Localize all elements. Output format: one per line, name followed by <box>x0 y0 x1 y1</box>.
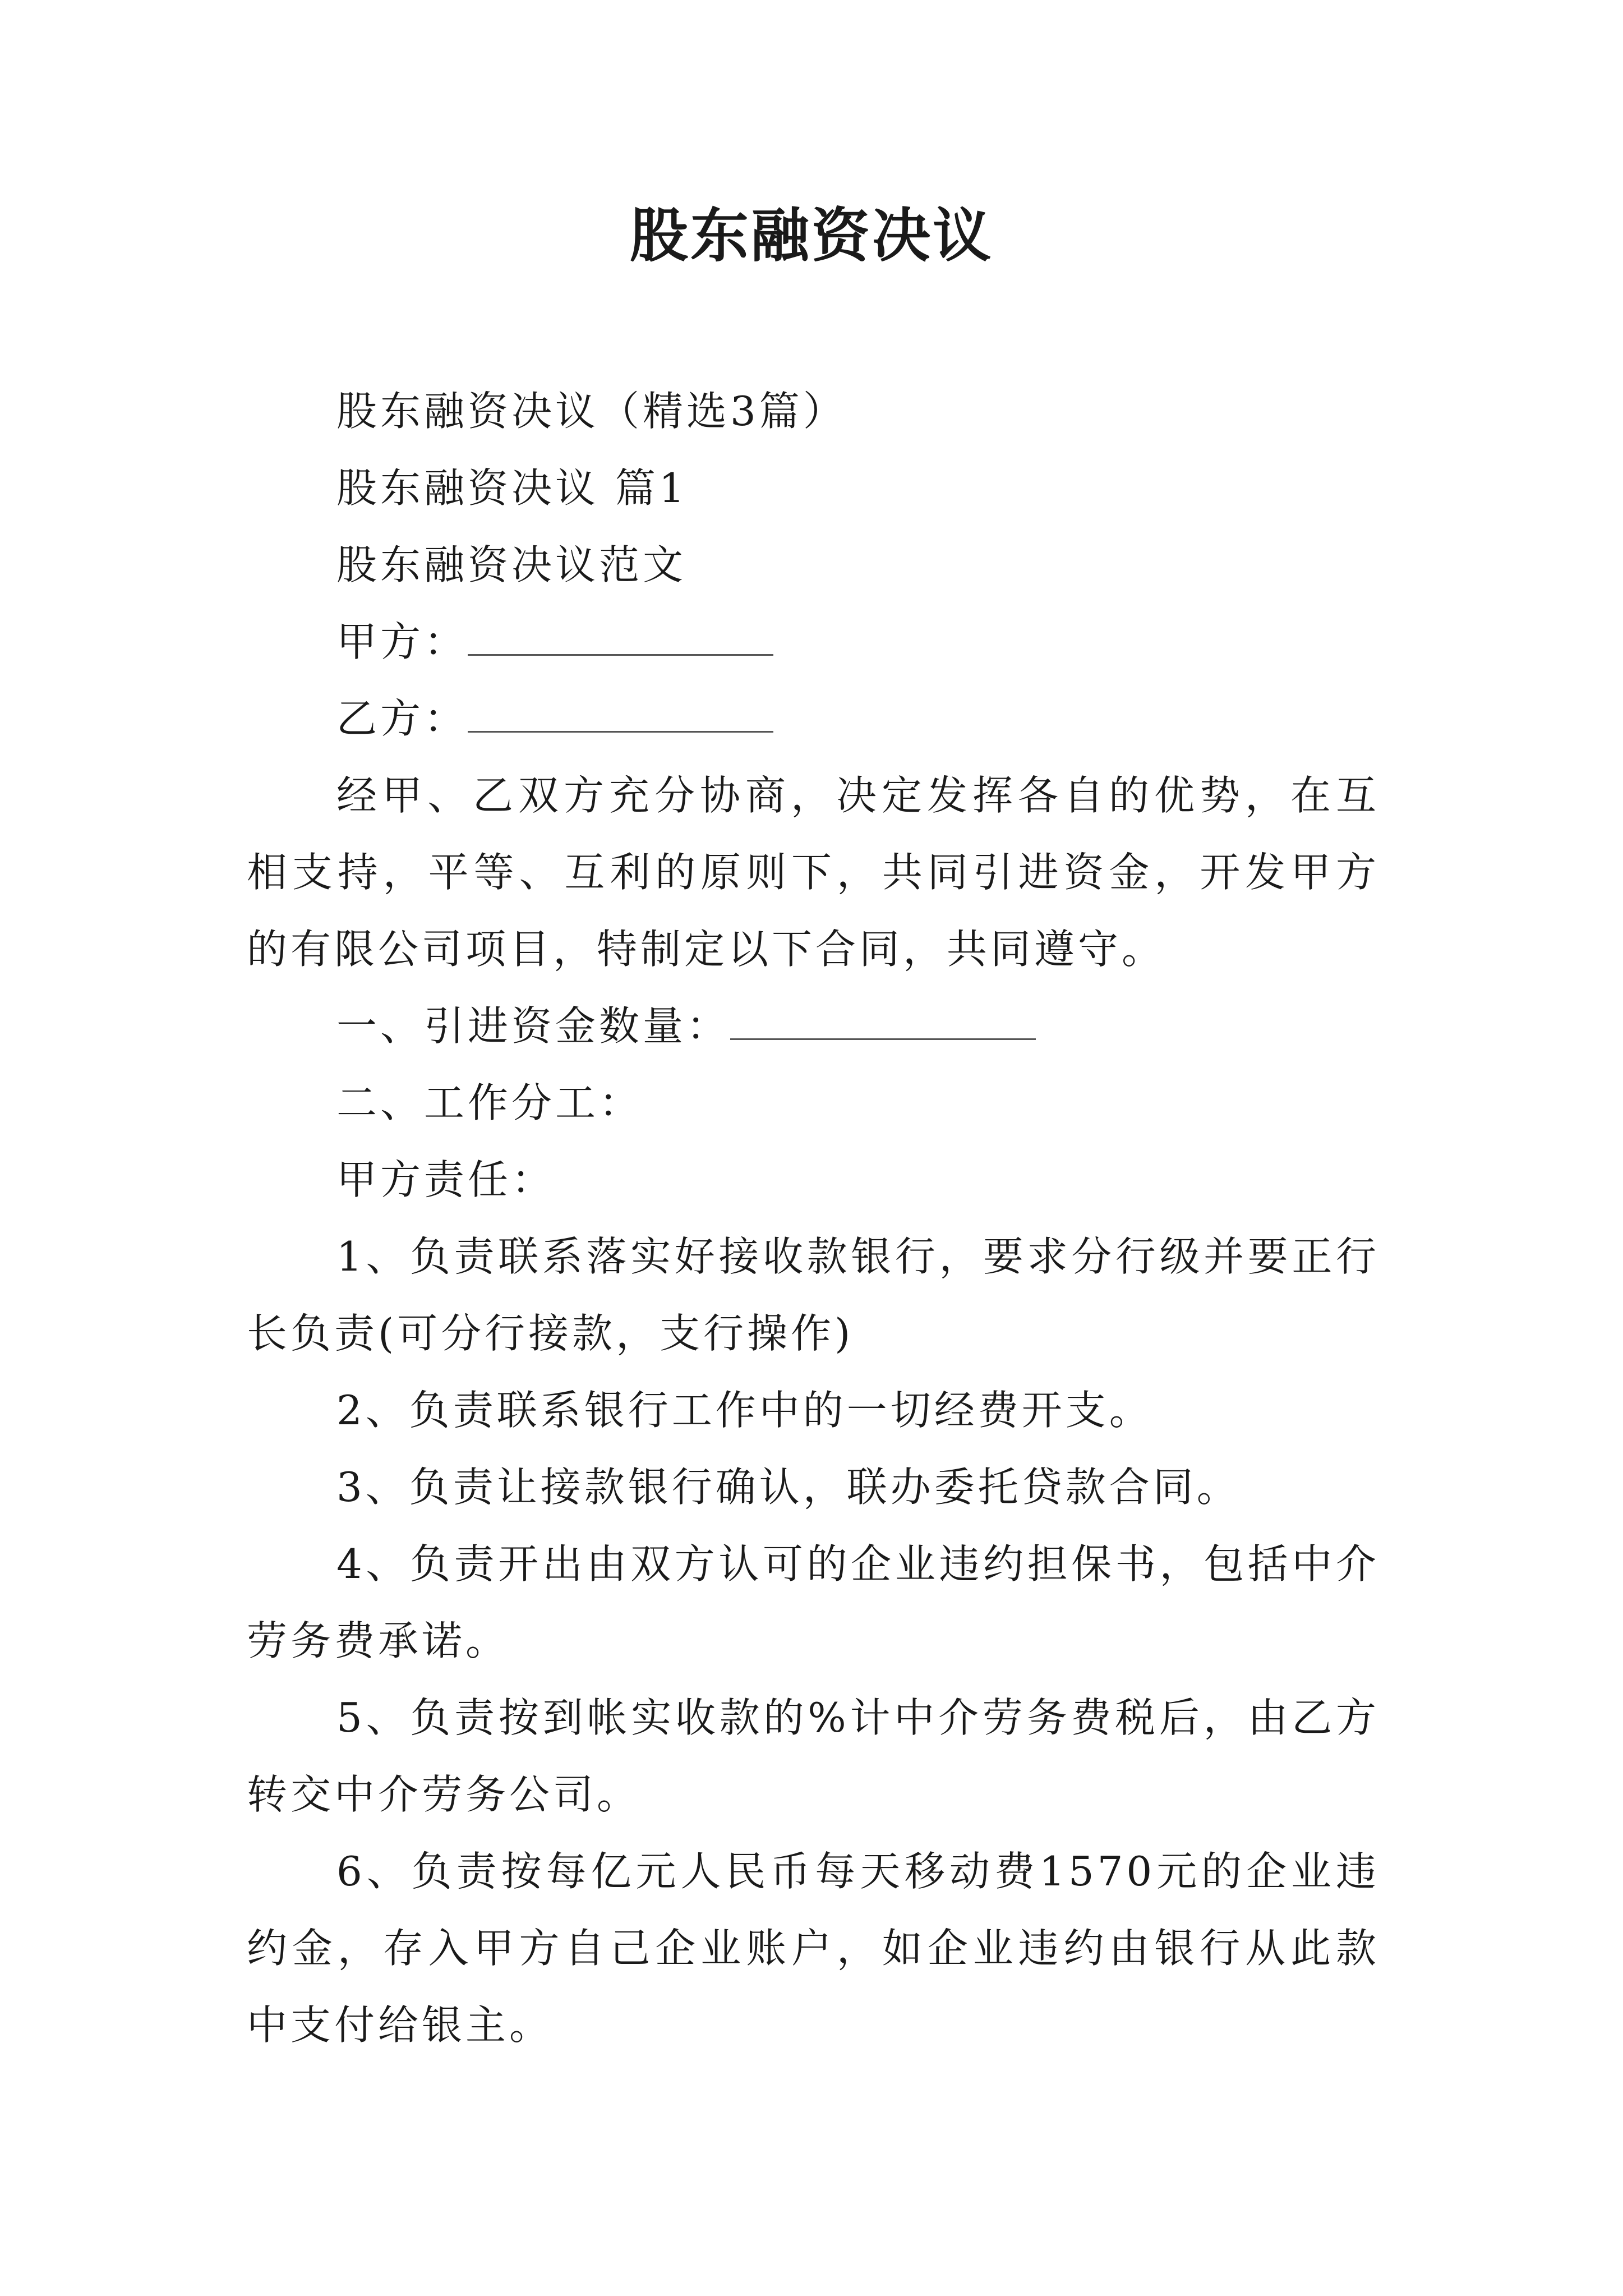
work-division-heading: 二、工作分工： <box>336 1079 643 1126</box>
party-a-duty-heading: 甲方责任： <box>336 1156 556 1203</box>
funding-amount-label: 一、引进资金数量： <box>336 1002 731 1050</box>
party-b-blank <box>468 725 773 733</box>
duty-item: 5、负责按到帐实收款的%计中介劳务费税后，由乙方转交中介劳务公司。 <box>247 1694 1380 1818</box>
duty-item: 2、负责联系银行工作中的一切经费开支。 <box>336 1387 1153 1434</box>
duty-item: 4、负责开出由双方认可的企业违约担保书，包括中介劳务费承诺。 <box>247 1540 1380 1664</box>
document-subtitle: 股东融资决议（精选3篇） <box>336 388 847 435</box>
document-type-label: 股东融资决议范文 <box>336 541 687 588</box>
duty-item: 1、负责联系落实好接收款银行，要求分行级并要正行长负责(可分行接款，支行操作) <box>247 1233 1380 1357</box>
party-a-blank <box>468 648 773 656</box>
duty-item: 6、负责按每亿元人民币每天移动费1570元的企业违约金，存入甲方自己企业账户，如企业违约由银行从此款中支付给银主。 <box>247 1848 1380 2049</box>
party-a-line <box>247 604 1380 680</box>
party-a-label: 甲方： <box>336 618 468 665</box>
funding-amount-blank <box>730 1033 1036 1040</box>
party-b-line <box>247 680 1380 757</box>
document-title: 股东融资决议 <box>629 201 993 270</box>
duty-item: 3、负责让接款银行确认，联办委托贷款合同。 <box>336 1464 1241 1511</box>
funding-amount-line <box>247 988 1380 1065</box>
party-b-label: 乙方： <box>336 695 468 742</box>
section-heading: 股东融资决议 篇1 <box>336 464 688 512</box>
document-body <box>247 373 1380 2064</box>
intro-paragraph: 经甲、乙双方充分协商，决定发挥各自的优势，在互相支持，平等、互利的原则下，共同引进资金，开发甲方的有限公司项目，特制定以下合同，共同遵守。 <box>247 772 1380 973</box>
